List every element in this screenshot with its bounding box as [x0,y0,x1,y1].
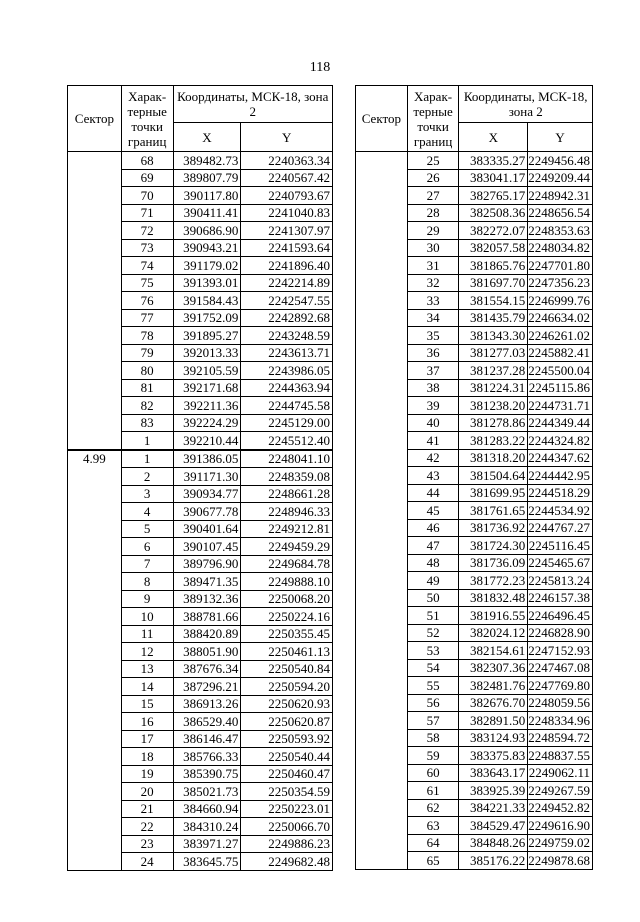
y-coordinate-cell: 2245813.24 [528,572,593,590]
y-coordinate-cell: 2249459.29 [241,538,333,556]
y-coordinate-cell: 2247152.93 [528,642,593,660]
point-cell: 50 [407,589,459,607]
point-cell: 79 [121,344,173,362]
y-coordinate-cell: 2250540.84 [241,660,333,678]
y-coordinate-cell: 2241307.97 [241,222,333,240]
coordinates-table-left [67,85,333,871]
y-coordinate-cell: 2245129.00 [241,414,333,432]
point-cell: 69 [121,169,173,187]
x-coordinate-cell: 382676.70 [459,694,528,712]
x-coordinate-cell: 381277.03 [459,344,528,362]
y-coordinate-cell: 2248594.72 [528,729,593,747]
x-coordinate-cell: 387296.21 [173,678,241,696]
x-coordinate-cell: 385176.22 [459,852,528,870]
point-cell: 33 [407,292,459,310]
y-coordinate-cell: 2249209.44 [528,169,593,187]
y-coordinate-cell: 2250355.45 [241,625,333,643]
y-coordinate-cell: 2248334.96 [528,712,593,730]
point-cell: 55 [407,677,459,695]
point-cell: 39 [407,397,459,415]
point-cell: 46 [407,519,459,537]
x-coordinate-cell: 381435.79 [459,309,528,327]
point-cell: 13 [121,660,173,678]
point-cell: 58 [407,729,459,747]
x-coordinate-cell: 390686.90 [173,222,241,240]
page-number: 118 [309,60,331,75]
y-coordinate-cell: 2250354.59 [241,783,333,801]
point-cell: 21 [121,800,173,818]
point-cell: 22 [121,818,173,836]
x-coordinate-cell: 382154.61 [459,642,528,660]
x-coordinate-cell: 381504.64 [459,467,528,485]
point-cell: 68 [121,152,173,170]
x-coordinate-cell: 381278.86 [459,414,528,432]
y-coordinate-cell: 2242892.68 [241,309,333,327]
y-coordinate-cell: 2249452.82 [528,799,593,817]
x-coordinate-cell: 382024.12 [459,624,528,642]
point-cell: 78 [121,327,173,345]
y-coordinate-cell: 2249212.81 [241,520,333,538]
y-coordinate-cell: 2246496.45 [528,607,593,625]
header-y: Y [528,123,593,152]
point-cell: 81 [121,379,173,397]
y-coordinate-cell: 2248946.33 [241,503,333,521]
x-coordinate-cell: 382891.50 [459,712,528,730]
x-coordinate-cell: 382057.58 [459,239,528,257]
point-cell: 51 [407,607,459,625]
point-cell: 37 [407,362,459,380]
point-cell: 8 [121,573,173,591]
x-coordinate-cell: 383643.17 [459,764,528,782]
y-coordinate-cell: 2250620.87 [241,713,333,731]
point-cell: 16 [121,713,173,731]
table-body-left [68,152,333,871]
x-coordinate-cell: 386146.47 [173,730,241,748]
x-coordinate-cell: 382272.07 [459,222,528,240]
y-coordinate-cell: 2243248.59 [241,327,333,345]
point-cell: 45 [407,502,459,520]
x-coordinate-cell: 392013.33 [173,344,241,362]
x-coordinate-cell: 383645.75 [173,853,241,871]
point-cell: 73 [121,239,173,257]
x-coordinate-cell: 382508.36 [459,204,528,222]
y-coordinate-cell: 2250223.01 [241,800,333,818]
point-cell: 71 [121,204,173,222]
x-coordinate-cell: 391179.02 [173,257,241,275]
x-coordinate-cell: 390107.45 [173,538,241,556]
point-cell: 83 [121,414,173,432]
point-cell: 3 [121,485,173,503]
point-cell: 43 [407,467,459,485]
y-coordinate-cell: 2244731.71 [528,397,593,415]
y-coordinate-cell: 2249456.48 [528,152,593,170]
x-coordinate-cell: 392211.36 [173,397,241,415]
point-cell: 72 [121,222,173,240]
y-coordinate-cell: 2249759.02 [528,834,593,852]
point-cell: 28 [407,204,459,222]
x-coordinate-cell: 389471.35 [173,573,241,591]
x-coordinate-cell: 390117.80 [173,187,241,205]
header-coordinates: Координаты, МСК-18, зона 2 [459,86,593,123]
y-coordinate-cell: 2245500.04 [528,362,593,380]
x-coordinate-cell: 381699.95 [459,484,528,502]
x-coordinate-cell: 381237.28 [459,362,528,380]
y-coordinate-cell: 2244363.94 [241,379,333,397]
point-cell: 35 [407,327,459,345]
y-coordinate-cell: 2244534.92 [528,502,593,520]
header-points: Харак-терные точки границ [407,86,459,152]
x-coordinate-cell: 386913.26 [173,695,241,713]
point-cell: 9 [121,590,173,608]
x-coordinate-cell: 382765.17 [459,187,528,205]
y-coordinate-cell: 2245465.67 [528,554,593,572]
y-coordinate-cell: 2240567.42 [241,169,333,187]
x-coordinate-cell: 383971.27 [173,835,241,853]
x-coordinate-cell: 381343.30 [459,327,528,345]
y-coordinate-cell: 2250461.13 [241,643,333,661]
x-coordinate-cell: 381224.31 [459,379,528,397]
point-cell: 57 [407,712,459,730]
point-cell: 4 [121,503,173,521]
y-coordinate-cell: 2245116.45 [528,537,593,555]
x-coordinate-cell: 385390.75 [173,765,241,783]
y-coordinate-cell: 2244518.29 [528,484,593,502]
y-coordinate-cell: 2250540.44 [241,748,333,766]
point-cell: 31 [407,257,459,275]
point-cell: 36 [407,344,459,362]
y-coordinate-cell: 2249878.68 [528,852,593,870]
point-cell: 10 [121,608,173,626]
point-cell: 17 [121,730,173,748]
table-row [68,450,333,468]
x-coordinate-cell: 384310.24 [173,818,241,836]
y-coordinate-cell: 2248041.10 [241,450,333,468]
x-coordinate-cell: 392224.29 [173,414,241,432]
point-cell: 25 [407,152,459,170]
x-coordinate-cell: 388420.89 [173,625,241,643]
x-coordinate-cell: 387676.34 [173,660,241,678]
sector-cell [68,152,122,450]
x-coordinate-cell: 391752.09 [173,309,241,327]
point-cell: 7 [121,555,173,573]
x-coordinate-cell: 383925.39 [459,782,528,800]
y-coordinate-cell: 2249062.11 [528,764,593,782]
point-cell: 76 [121,292,173,310]
y-coordinate-cell: 2248837.55 [528,747,593,765]
header-coordinates: Координаты, МСК-18, зона 2 [173,86,332,123]
x-coordinate-cell: 383124.93 [459,729,528,747]
point-cell: 19 [121,765,173,783]
y-coordinate-cell: 2250620.93 [241,695,333,713]
y-coordinate-cell: 2248656.54 [528,204,593,222]
x-coordinate-cell: 381697.70 [459,274,528,292]
x-coordinate-cell: 383335.27 [459,152,528,170]
x-coordinate-cell: 388051.90 [173,643,241,661]
y-coordinate-cell: 2246261.02 [528,327,593,345]
point-cell: 52 [407,624,459,642]
header-y: Y [241,123,333,152]
y-coordinate-cell: 2241593.64 [241,239,333,257]
point-cell: 41 [407,432,459,450]
x-coordinate-cell: 381736.92 [459,519,528,537]
x-coordinate-cell: 389807.79 [173,169,241,187]
x-coordinate-cell: 384529.47 [459,817,528,835]
point-cell: 54 [407,659,459,677]
y-coordinate-cell: 2247769.80 [528,677,593,695]
y-coordinate-cell: 2241896.40 [241,257,333,275]
table-row [68,152,333,170]
y-coordinate-cell: 2249682.48 [241,853,333,871]
point-cell: 23 [121,835,173,853]
point-cell: 15 [121,695,173,713]
point-cell: 29 [407,222,459,240]
y-coordinate-cell: 2244324.82 [528,432,593,450]
point-cell: 34 [407,309,459,327]
point-cell: 77 [121,309,173,327]
y-coordinate-cell: 2242214.89 [241,274,333,292]
y-coordinate-cell: 2241040.83 [241,204,333,222]
table-row [356,152,593,170]
point-cell: 80 [121,362,173,380]
y-coordinate-cell: 2244767.27 [528,519,593,537]
point-cell: 12 [121,643,173,661]
x-coordinate-cell: 390943.21 [173,239,241,257]
table-body-right [356,152,593,870]
point-cell: 40 [407,414,459,432]
point-cell: 6 [121,538,173,556]
x-coordinate-cell: 384848.26 [459,834,528,852]
x-coordinate-cell: 383375.83 [459,747,528,765]
point-cell: 32 [407,274,459,292]
y-coordinate-cell: 2250224.16 [241,608,333,626]
point-cell: 14 [121,678,173,696]
y-coordinate-cell: 2248059.56 [528,694,593,712]
x-coordinate-cell: 381832.48 [459,589,528,607]
x-coordinate-cell: 385021.73 [173,783,241,801]
header-points: Харак-терные точки границ [121,86,173,152]
y-coordinate-cell: 2240793.67 [241,187,333,205]
point-cell: 62 [407,799,459,817]
sector-cell [356,152,408,870]
x-coordinate-cell: 384660.94 [173,800,241,818]
y-coordinate-cell: 2248359.08 [241,468,333,486]
point-cell: 11 [121,625,173,643]
y-coordinate-cell: 2248034.82 [528,239,593,257]
x-coordinate-cell: 390677.78 [173,503,241,521]
x-coordinate-cell: 390934.77 [173,485,241,503]
point-cell: 74 [121,257,173,275]
x-coordinate-cell: 382307.36 [459,659,528,677]
point-cell: 65 [407,852,459,870]
point-cell: 56 [407,694,459,712]
x-coordinate-cell: 389796.90 [173,555,241,573]
y-coordinate-cell: 2250460.47 [241,765,333,783]
x-coordinate-cell: 392210.44 [173,432,241,450]
point-cell: 75 [121,274,173,292]
x-coordinate-cell: 391171.30 [173,468,241,486]
point-cell: 30 [407,239,459,257]
y-coordinate-cell: 2245115.86 [528,379,593,397]
y-coordinate-cell: 2244349.44 [528,414,593,432]
x-coordinate-cell: 389132.36 [173,590,241,608]
y-coordinate-cell: 2243613.71 [241,344,333,362]
x-coordinate-cell: 391393.01 [173,274,241,292]
x-coordinate-cell: 391584.43 [173,292,241,310]
x-coordinate-cell: 381916.55 [459,607,528,625]
x-coordinate-cell: 391386.05 [173,450,241,468]
x-coordinate-cell: 382481.76 [459,677,528,695]
y-coordinate-cell: 2240363.34 [241,152,333,170]
point-cell: 64 [407,834,459,852]
point-cell: 38 [407,379,459,397]
x-coordinate-cell: 381238.20 [459,397,528,415]
point-cell: 24 [121,853,173,871]
x-coordinate-cell: 381761.65 [459,502,528,520]
x-coordinate-cell: 381318.20 [459,449,528,467]
x-coordinate-cell: 383041.17 [459,169,528,187]
y-coordinate-cell: 2244442.95 [528,467,593,485]
x-coordinate-cell: 381736.09 [459,554,528,572]
y-coordinate-cell: 2249267.59 [528,782,593,800]
x-coordinate-cell: 384221.33 [459,799,528,817]
y-coordinate-cell: 2246999.76 [528,292,593,310]
coordinates-table-right [355,85,593,870]
y-coordinate-cell: 2247356.23 [528,274,593,292]
header-x: X [459,123,528,152]
point-cell: 61 [407,782,459,800]
y-coordinate-cell: 2249886.23 [241,835,333,853]
point-cell: 44 [407,484,459,502]
y-coordinate-cell: 2250593.92 [241,730,333,748]
x-coordinate-cell: 386529.40 [173,713,241,731]
point-cell: 42 [407,449,459,467]
x-coordinate-cell: 381554.15 [459,292,528,310]
point-cell: 2 [121,468,173,486]
point-cell: 47 [407,537,459,555]
point-cell: 49 [407,572,459,590]
x-coordinate-cell: 390411.41 [173,204,241,222]
point-cell: 18 [121,748,173,766]
point-cell: 53 [407,642,459,660]
sector-cell: 4.99 [68,450,122,871]
point-cell: 1 [121,432,173,450]
x-coordinate-cell: 391895.27 [173,327,241,345]
y-coordinate-cell: 2248661.28 [241,485,333,503]
point-cell: 59 [407,747,459,765]
x-coordinate-cell: 381283.22 [459,432,528,450]
y-coordinate-cell: 2250594.20 [241,678,333,696]
x-coordinate-cell: 392105.59 [173,362,241,380]
y-coordinate-cell: 2248942.31 [528,187,593,205]
y-coordinate-cell: 2247701.80 [528,257,593,275]
point-cell: 20 [121,783,173,801]
x-coordinate-cell: 381865.76 [459,257,528,275]
y-coordinate-cell: 2246828.90 [528,624,593,642]
y-coordinate-cell: 2246157.38 [528,589,593,607]
y-coordinate-cell: 2247467.08 [528,659,593,677]
y-coordinate-cell: 2245882.41 [528,344,593,362]
header-sector: Сектор [68,86,122,152]
header-x: X [173,123,241,152]
y-coordinate-cell: 2250066.70 [241,818,333,836]
y-coordinate-cell: 2250068.20 [241,590,333,608]
y-coordinate-cell: 2246634.02 [528,309,593,327]
x-coordinate-cell: 388781.66 [173,608,241,626]
point-cell: 5 [121,520,173,538]
point-cell: 1 [121,450,173,468]
x-coordinate-cell: 381724.30 [459,537,528,555]
y-coordinate-cell: 2242547.55 [241,292,333,310]
point-cell: 27 [407,187,459,205]
point-cell: 26 [407,169,459,187]
point-cell: 82 [121,397,173,415]
y-coordinate-cell: 2245512.40 [241,432,333,450]
y-coordinate-cell: 2244347.62 [528,449,593,467]
point-cell: 63 [407,817,459,835]
point-cell: 70 [121,187,173,205]
x-coordinate-cell: 381772.23 [459,572,528,590]
y-coordinate-cell: 2248353.63 [528,222,593,240]
point-cell: 48 [407,554,459,572]
y-coordinate-cell: 2243986.05 [241,362,333,380]
x-coordinate-cell: 390401.64 [173,520,241,538]
point-cell: 60 [407,764,459,782]
y-coordinate-cell: 2244745.58 [241,397,333,415]
header-sector: Сектор [356,86,408,152]
y-coordinate-cell: 2249684.78 [241,555,333,573]
x-coordinate-cell: 389482.73 [173,152,241,170]
y-coordinate-cell: 2249888.10 [241,573,333,591]
x-coordinate-cell: 385766.33 [173,748,241,766]
y-coordinate-cell: 2249616.90 [528,817,593,835]
x-coordinate-cell: 392171.68 [173,379,241,397]
